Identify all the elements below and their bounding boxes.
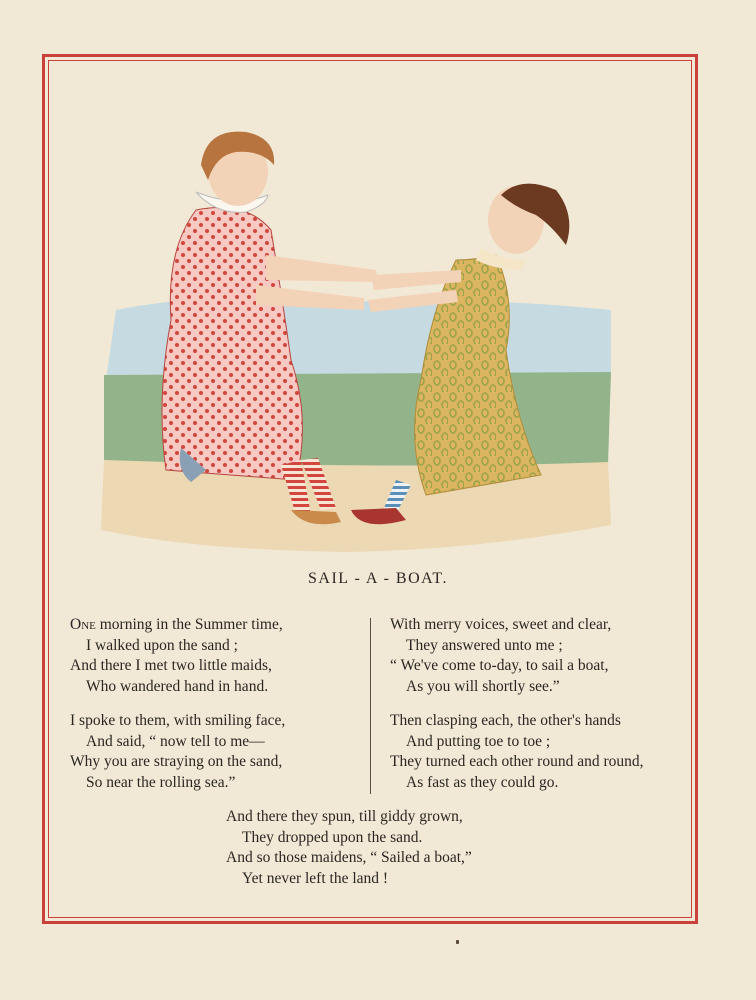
poem-line: I walked upon the sand ;	[86, 636, 238, 654]
stanza-3	[390, 615, 690, 697]
poem-line: “ We've come to-day, to sail a boat,	[390, 657, 609, 674]
poem-line: Who wandered hand in hand.	[86, 677, 269, 695]
poem-line: And putting toe to toe ;	[406, 732, 551, 750]
poem-line: So near the rolling sea.”	[86, 773, 236, 791]
poem-line: They turned each other round and round,	[390, 753, 644, 770]
poem-line: With merry voices, sweet and clear,	[390, 616, 612, 633]
right-column	[390, 615, 690, 807]
stanza-2	[70, 711, 360, 793]
poem-line: Yet never left the land !	[242, 869, 389, 887]
poem-title: SAIL - A - BOAT.	[308, 570, 448, 587]
stanza-1	[70, 615, 360, 697]
poem-line: And there I met two little maids,	[70, 657, 272, 674]
poem-line: As fast as they could go.	[406, 773, 559, 791]
first-word: One	[70, 616, 96, 633]
poem-line: They answered unto me ;	[406, 636, 563, 654]
poem-line: I spoke to them, with smiling face,	[70, 712, 286, 729]
poem-line: Why you are straying on the sand,	[70, 753, 283, 770]
illustration-two-girls	[96, 120, 616, 560]
poem-line: And said, “ now tell to me—	[86, 732, 265, 750]
poem-line: Then clasping each, the other's hands	[390, 712, 621, 729]
poem-line: And so those maidens, “ Sailed a boat,”	[226, 849, 472, 866]
poem-line: As you will shortly see.”	[406, 677, 560, 695]
poem-line: They dropped upon the sand.	[242, 828, 423, 846]
left-column	[70, 615, 360, 807]
paper-speck	[456, 940, 459, 944]
poem-line: And there they spun, till giddy grown,	[226, 808, 463, 825]
poem-line: One morning in the Summer time,	[70, 616, 283, 633]
final-stanza	[226, 807, 472, 889]
stanza-4	[390, 711, 690, 793]
column-divider	[370, 618, 371, 794]
